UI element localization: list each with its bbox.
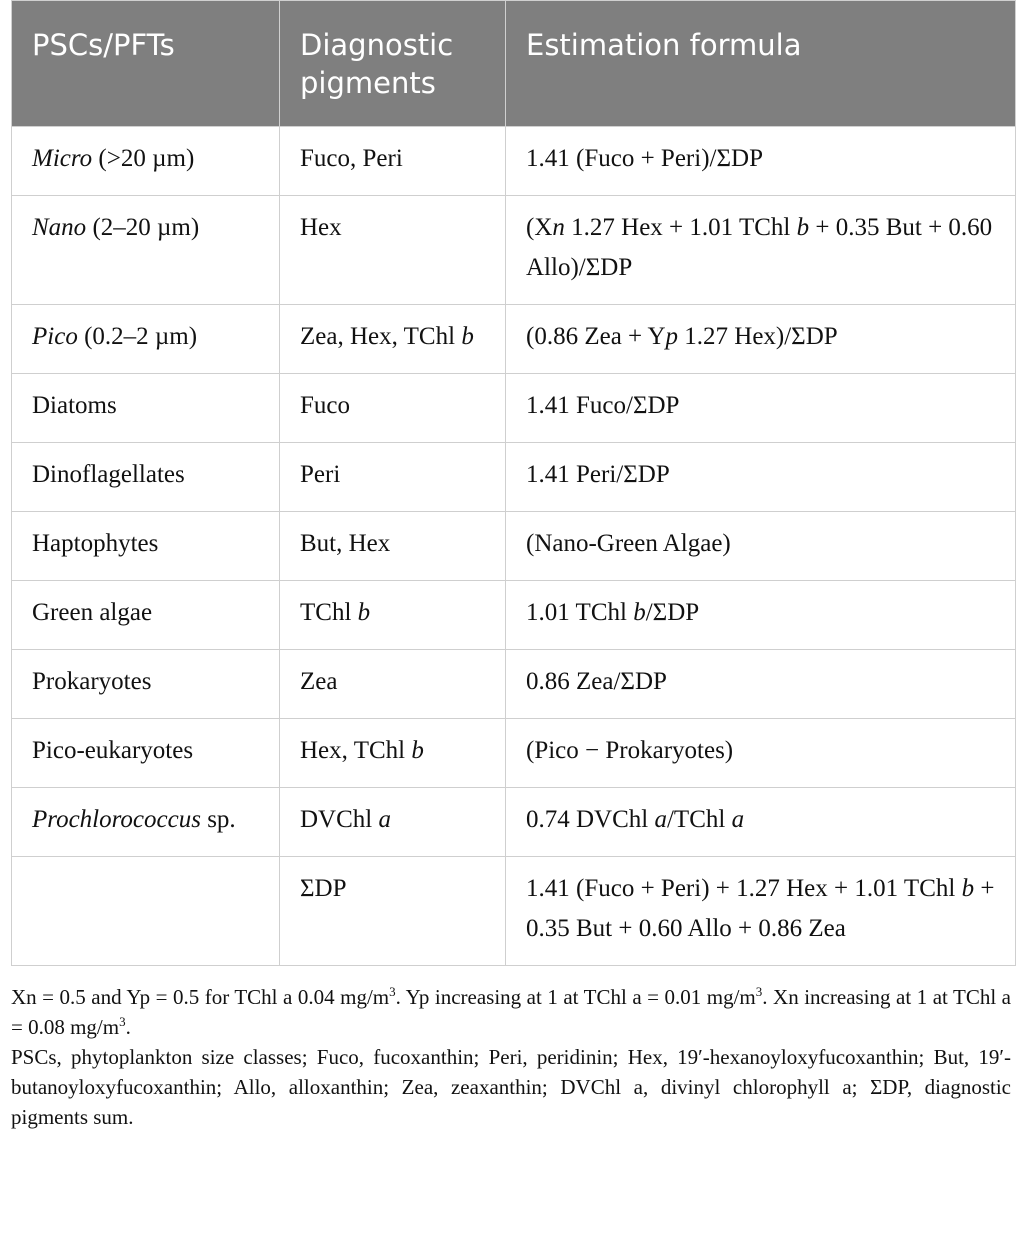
pigments-cell: [280, 788, 506, 857]
psc-pft-cell: [12, 196, 280, 305]
footnote-text: 3: [755, 984, 763, 999]
formula-text: (Nano-Green Algae): [526, 530, 731, 557]
formula-text: 0.86 Zea/ΣDP: [526, 668, 667, 695]
psc-pft-cell: [12, 443, 280, 512]
pigment-text: DVChl: [300, 806, 379, 833]
class-name: Pico-eukaryotes: [32, 737, 194, 764]
formula-text: p: [665, 323, 679, 350]
footnote-text: . Xn increasing at 1 at TChl a = 0.08 mg/m: [11, 985, 1012, 1039]
table-row: [12, 127, 1016, 196]
psc-pft-cell: [12, 512, 280, 581]
class-name-italic: Pico: [32, 323, 78, 350]
psc-pft-cell: [12, 374, 280, 443]
formula-cell: [506, 650, 1016, 719]
formula-cell: [506, 196, 1016, 305]
pigments-cell: [280, 196, 506, 305]
class-name: Dinoflagellates: [32, 461, 185, 488]
pigment-text: ΣDP: [300, 875, 347, 902]
class-name-italic: Prochlorococcus: [32, 806, 201, 833]
pigments-cell: [280, 305, 506, 374]
table-row: [12, 443, 1016, 512]
formula-text: 1.41 (Fuco + Peri) + 1.27 Hex + 1.01 TChl: [526, 875, 962, 902]
table-row: [12, 374, 1016, 443]
pigments-cell: [280, 512, 506, 581]
table-row: [12, 650, 1016, 719]
pigments-cell: [280, 857, 506, 966]
pigments-cell: [280, 719, 506, 788]
table-row: [12, 719, 1016, 788]
psc-pft-cell: [12, 581, 280, 650]
pigment-text: Zea: [300, 668, 338, 695]
formula-text: a: [731, 806, 745, 833]
formula-cell: [506, 857, 1016, 966]
header-psc-pft: PSCs/PFTs: [12, 1, 280, 127]
formula-text: /TChl: [666, 806, 732, 833]
formula-text: 1.41 Peri/ΣDP: [526, 461, 670, 488]
formula-text: n: [552, 214, 565, 241]
footnote-text: Xn = 0.5 and Yp = 0.5 for TChl a 0.04 mg/m: [11, 985, 390, 1009]
formula-cell: [506, 305, 1016, 374]
pigment-text: b: [357, 599, 371, 626]
psc-pft-cell: [12, 857, 280, 966]
header-estimation-formula: Estimation formula: [506, 1, 1016, 127]
table-row: [12, 857, 1016, 966]
pigments-cell: [280, 581, 506, 650]
class-name: Prokaryotes: [32, 668, 152, 695]
formula-text: (0.86 Zea + Y: [526, 323, 666, 350]
formula-cell: [506, 788, 1016, 857]
pigments-cell: [280, 650, 506, 719]
formula-text: (Pico − Prokaryotes): [526, 737, 734, 764]
class-name: (0.2–2 µm): [77, 323, 198, 350]
formula-text: 1.01 TChl: [526, 599, 634, 626]
footnote-text: .: [125, 1015, 131, 1039]
pigment-text: Zea, Hex, TChl: [300, 323, 462, 350]
formula-text: 1.41 (Fuco + Peri)/ΣDP: [526, 145, 763, 172]
table-row: [12, 581, 1016, 650]
formula-cell: [506, 719, 1016, 788]
table-row: [12, 512, 1016, 581]
formula-cell: [506, 512, 1016, 581]
pigment-text: b: [411, 737, 424, 764]
table-row: [12, 196, 1016, 305]
footnote-text: 3: [119, 1014, 126, 1029]
pigment-text: Hex, TChl: [300, 737, 412, 764]
formula-text: + 0.35 But + 0.60 Allo)/ΣDP: [526, 214, 993, 281]
table-footnotes: [11, 982, 1015, 1132]
formula-text: b: [633, 599, 646, 626]
pigment-text: But, Hex: [300, 530, 391, 557]
formula-cell: [506, 581, 1016, 650]
formula-text: b: [796, 214, 810, 241]
formula-text: /ΣDP: [645, 599, 700, 626]
pigment-text: b: [461, 323, 474, 350]
formula-text: a: [654, 806, 667, 833]
class-name: Diatoms: [32, 392, 117, 419]
footnote-text: . Yp increasing at 1 at TChl a = 0.01 mg/m: [395, 985, 756, 1009]
class-name-italic: Nano: [32, 214, 87, 241]
formula-text: 1.27 Hex + 1.01 TChl: [564, 214, 797, 241]
formula-text: 0.74 DVChl: [526, 806, 655, 833]
formula-text: 1.27 Hex)/ΣDP: [678, 323, 838, 350]
formula-text: b: [961, 875, 975, 902]
pigment-table: [11, 0, 1016, 966]
formula-cell: [506, 374, 1016, 443]
psc-pft-cell: [12, 788, 280, 857]
table-row: [12, 305, 1016, 374]
class-name-italic: Micro: [32, 145, 93, 172]
psc-pft-cell: [12, 127, 280, 196]
header-row: [12, 1, 1016, 127]
table-container: [11, 0, 1015, 1132]
psc-pft-cell: [12, 650, 280, 719]
pigment-text: TChl: [300, 599, 358, 626]
formula-text: 1.41 Fuco/ΣDP: [526, 392, 680, 419]
formula-text: + 0.35 But + 0.60 Allo + 0.86 Zea: [526, 875, 995, 942]
class-name: sp.: [200, 806, 236, 833]
class-name: Haptophytes: [32, 530, 159, 557]
pigments-cell: [280, 443, 506, 512]
header-diagnostic-pigments: Diagnostic pigments: [280, 1, 506, 127]
table-row: [12, 788, 1016, 857]
pigment-text: Peri: [300, 461, 341, 488]
class-name: Green algae: [32, 599, 153, 626]
psc-pft-cell: [12, 305, 280, 374]
table-body: [12, 127, 1016, 966]
class-name: (2–20 µm): [86, 214, 200, 241]
formula-text: (X: [526, 214, 553, 241]
footnote-variables: [11, 982, 1011, 1042]
footnote-abbreviations: PSCs, phytoplankton size classes; Fuco, fucoxanthin; Peri, peridinin; Hex, 19′-hexanoyloxyfucoxanthin; But, 19′-butanoyloxyfucoxanthin; Allo, alloxanthin; Zea, zeaxanthin; DVChl a, divinyl chlorophyll a; ΣDP, diagnostic pigments sum.: [11, 1045, 1011, 1129]
footnote-text: 3: [389, 984, 396, 999]
psc-pft-cell: [12, 719, 280, 788]
formula-cell: [506, 127, 1016, 196]
pigments-cell: [280, 127, 506, 196]
pigment-text: Hex: [300, 214, 342, 241]
class-name: (>20 µm): [92, 145, 195, 172]
pigment-text: Fuco, Peri: [300, 145, 403, 172]
pigment-text: a: [378, 806, 391, 833]
formula-cell: [506, 443, 1016, 512]
pigments-cell: [280, 374, 506, 443]
pigment-text: Fuco: [300, 392, 350, 419]
